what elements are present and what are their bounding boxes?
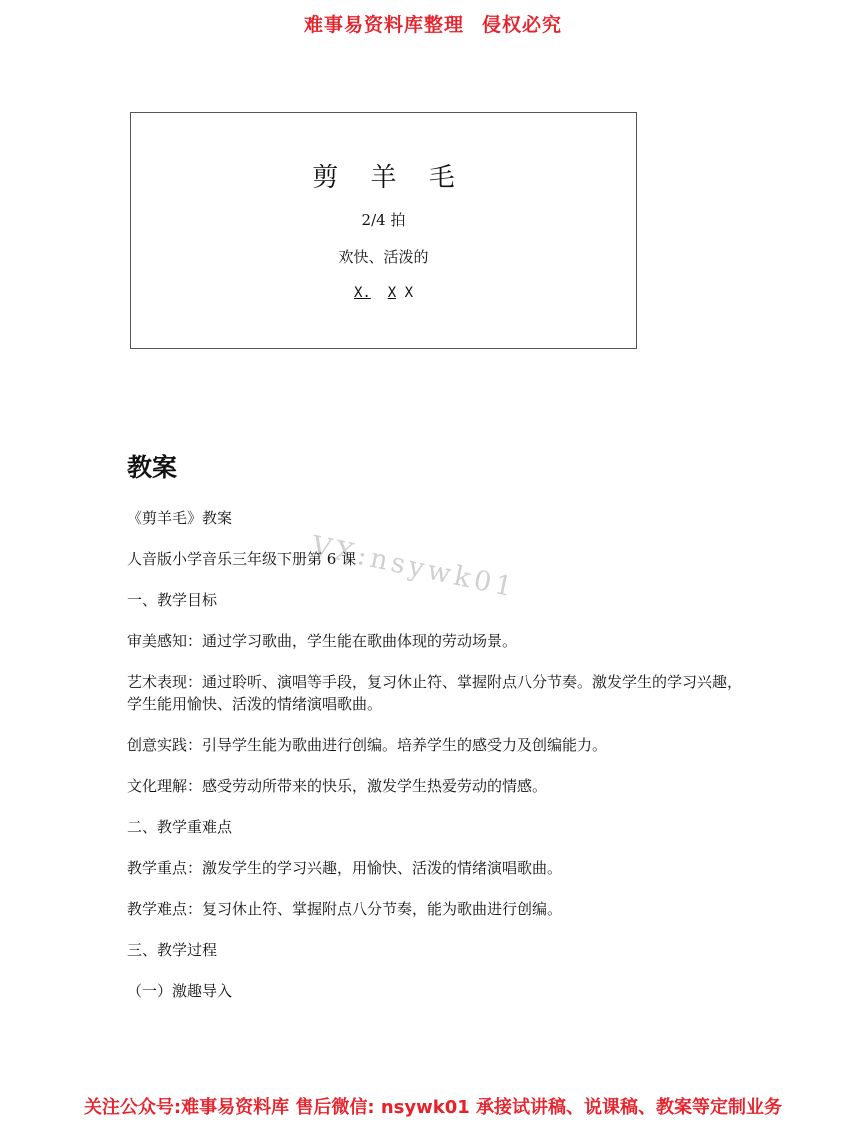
textbook-line: 人音版小学音乐三年级下册第 6 课	[127, 550, 357, 568]
notation-eighth-note: X	[387, 285, 397, 301]
rhythm-notation	[131, 285, 636, 301]
notation-dotted-note: X.	[353, 285, 371, 301]
song-title: 剪 羊 毛	[312, 163, 467, 193]
footer-banner: 关注公众号:难事易资料库 售后微信: nsywk01 承接试讲稿、说课稿、教案等定制业务	[83, 1097, 783, 1118]
section-keypoints-heading: 二、教学重难点	[127, 818, 233, 836]
song-mood: 欢快、活泼的	[338, 248, 429, 266]
song-info-box	[130, 112, 637, 349]
notation-quarter-note: X	[404, 285, 414, 301]
watermark: VX:nsywk01	[308, 530, 519, 604]
song-meter: 2/4 拍	[361, 211, 406, 229]
header-left-text: 难事易资料库整理	[303, 14, 464, 36]
section-objectives-heading: 一、教学目标	[127, 591, 218, 609]
lesson-plan-body	[127, 507, 747, 1002]
header-right-text: 侵权必究	[482, 14, 563, 36]
objective-aesthetic: 审美感知：通过学习歌曲，学生能在歌曲体现的劳动场景。	[127, 632, 518, 650]
key-point: 教学重点：激发学生的学习兴趣，用愉快、活泼的情绪演唱歌曲。	[127, 859, 563, 877]
objective-creative: 创意实践：引导学生能为歌曲进行创编。培养学生的感受力及创编能力。	[127, 736, 608, 754]
objective-cultural: 文化理解：感受劳动所带来的快乐，激发学生热爱劳动的情感。	[127, 777, 548, 795]
doc-title-line: 《剪羊毛》教案	[127, 509, 233, 527]
section-heading: 教案	[127, 453, 178, 482]
objective-artistic: 艺术表现：通过聆听、演唱等手段，复习休止符、掌握附点八分节奏。激发学生的学习兴趣，学生能用愉快、活泼的情绪演唱歌曲。	[127, 673, 743, 713]
process-step-intro: （一）激趣导入	[127, 982, 233, 1000]
difficult-point: 教学难点：复习休止符、掌握附点八分节奏，能为歌曲进行创编。	[127, 900, 563, 918]
section-process-heading: 三、教学过程	[127, 941, 218, 959]
header-banner	[0, 10, 866, 37]
